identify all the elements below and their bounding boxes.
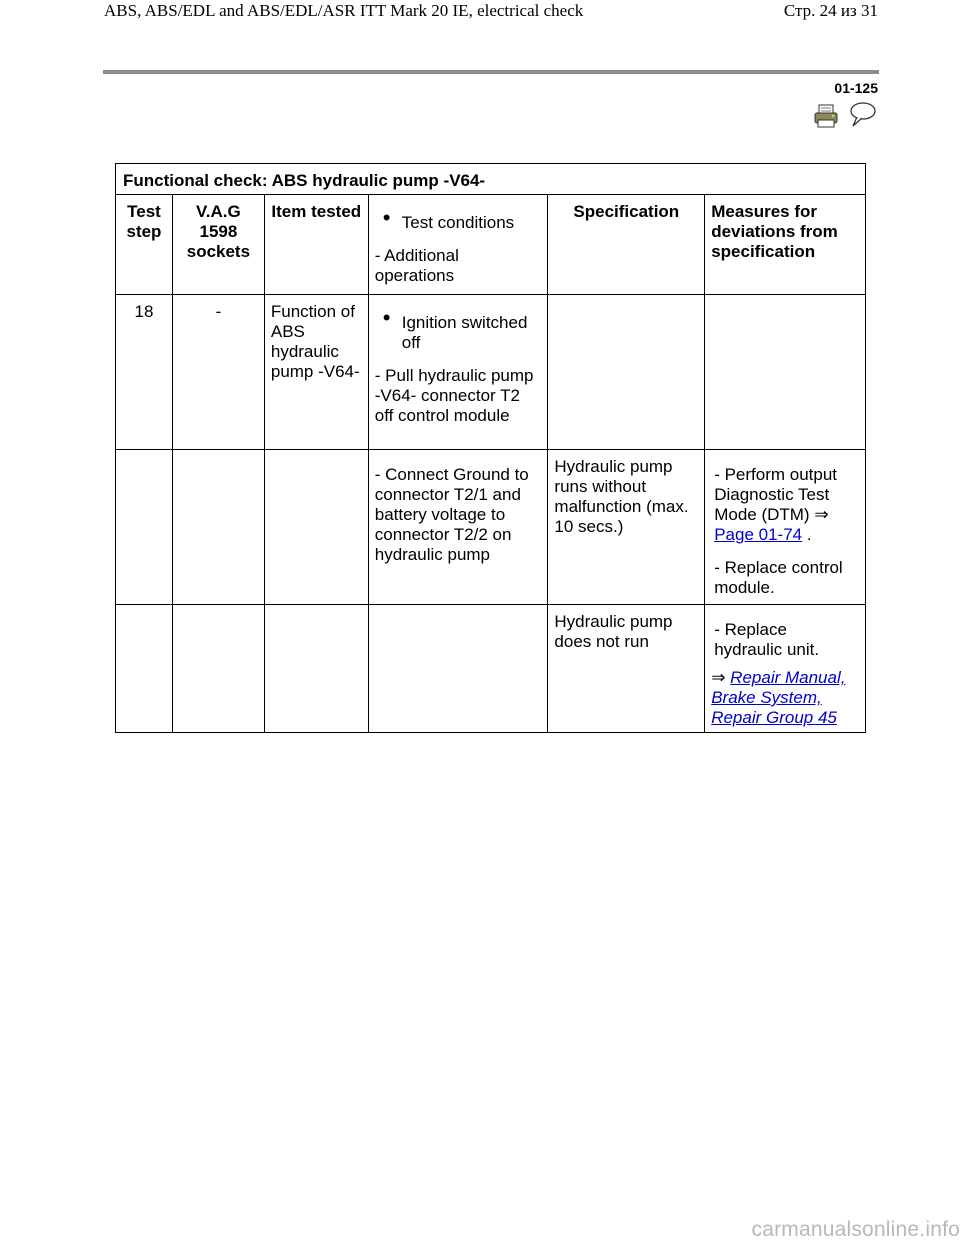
functional-check-table [115,163,866,733]
row1-sockets: - [172,295,264,450]
row1-step: 18 [116,295,173,450]
page-number: 01-125 [834,80,878,96]
table-title: Functional check: ABS hydraulic pump -V64- [116,164,866,195]
row1-conditions [368,295,548,450]
printer-icon[interactable] [813,103,839,129]
header-measures: Measures for deviations from specification [705,195,866,295]
row2-sockets [172,450,264,605]
header-conditions-bullet: • Test conditions [375,213,542,233]
header-item-tested: Item tested [264,195,368,295]
row3-measure1: - Replace hydraulic unit. [714,620,820,659]
row1-item: Function of ABS hydraulic pump -V64- [264,295,368,450]
row3-step [116,605,173,733]
row2-item [264,450,368,605]
row2-step [116,450,173,605]
row3-measures [705,605,866,733]
row2-measures [705,450,866,605]
toolbar-icons [813,101,877,129]
page-header [0,0,960,26]
speech-bubble-icon[interactable] [847,101,877,129]
watermark: carmanualsonline.info [751,1218,960,1241]
header-conditions [368,195,548,295]
row3-sockets [172,605,264,733]
header-specification: Specification [548,195,705,295]
row3-reference [711,668,859,728]
row2-specification: Hydraulic pump runs without malfunction (max. 10 secs.) [548,450,705,605]
row1-specification [548,295,705,450]
row2-operation: - Connect Ground to connector T2/1 and battery voltage to connector T2/2 on hydraulic pump [368,450,548,605]
row3-item [264,605,368,733]
row1-sub: - Pull hydraulic pump -V64- connector T2 off control module [374,366,534,425]
header-test-step: Test step [116,195,173,295]
row1-measures [705,295,866,450]
row2-measure1: - Perform output Diagnostic Test Mode (DTM) ⇒ Page 01-74 . [714,465,838,544]
row1-bullet: • Ignition switched off [375,313,542,353]
header-sockets: V.A.G 1598 sockets [172,195,264,295]
table-row [116,605,866,733]
table-row [116,450,866,605]
row2-measure2: - Replace control module. [714,558,843,597]
page-01-74-link[interactable]: Page 01-74 [714,525,803,544]
header-divider [103,70,879,74]
table-row [116,295,866,450]
arrow-icon: ⇒ [711,668,731,687]
document-title: ABS, ABS/EDL and ABS/EDL/ASR ITT Mark 20 IE, electrical check [104,1,584,20]
row3-specification: Hydraulic pump does not run [548,605,705,733]
row3-operation [368,605,548,733]
page-counter: Стр. 24 из 31 [783,1,878,20]
header-conditions-sub: - Additional operations [374,246,459,285]
repair-manual-link[interactable]: Repair Manual, Brake System, Repair Group 45 [711,668,846,727]
